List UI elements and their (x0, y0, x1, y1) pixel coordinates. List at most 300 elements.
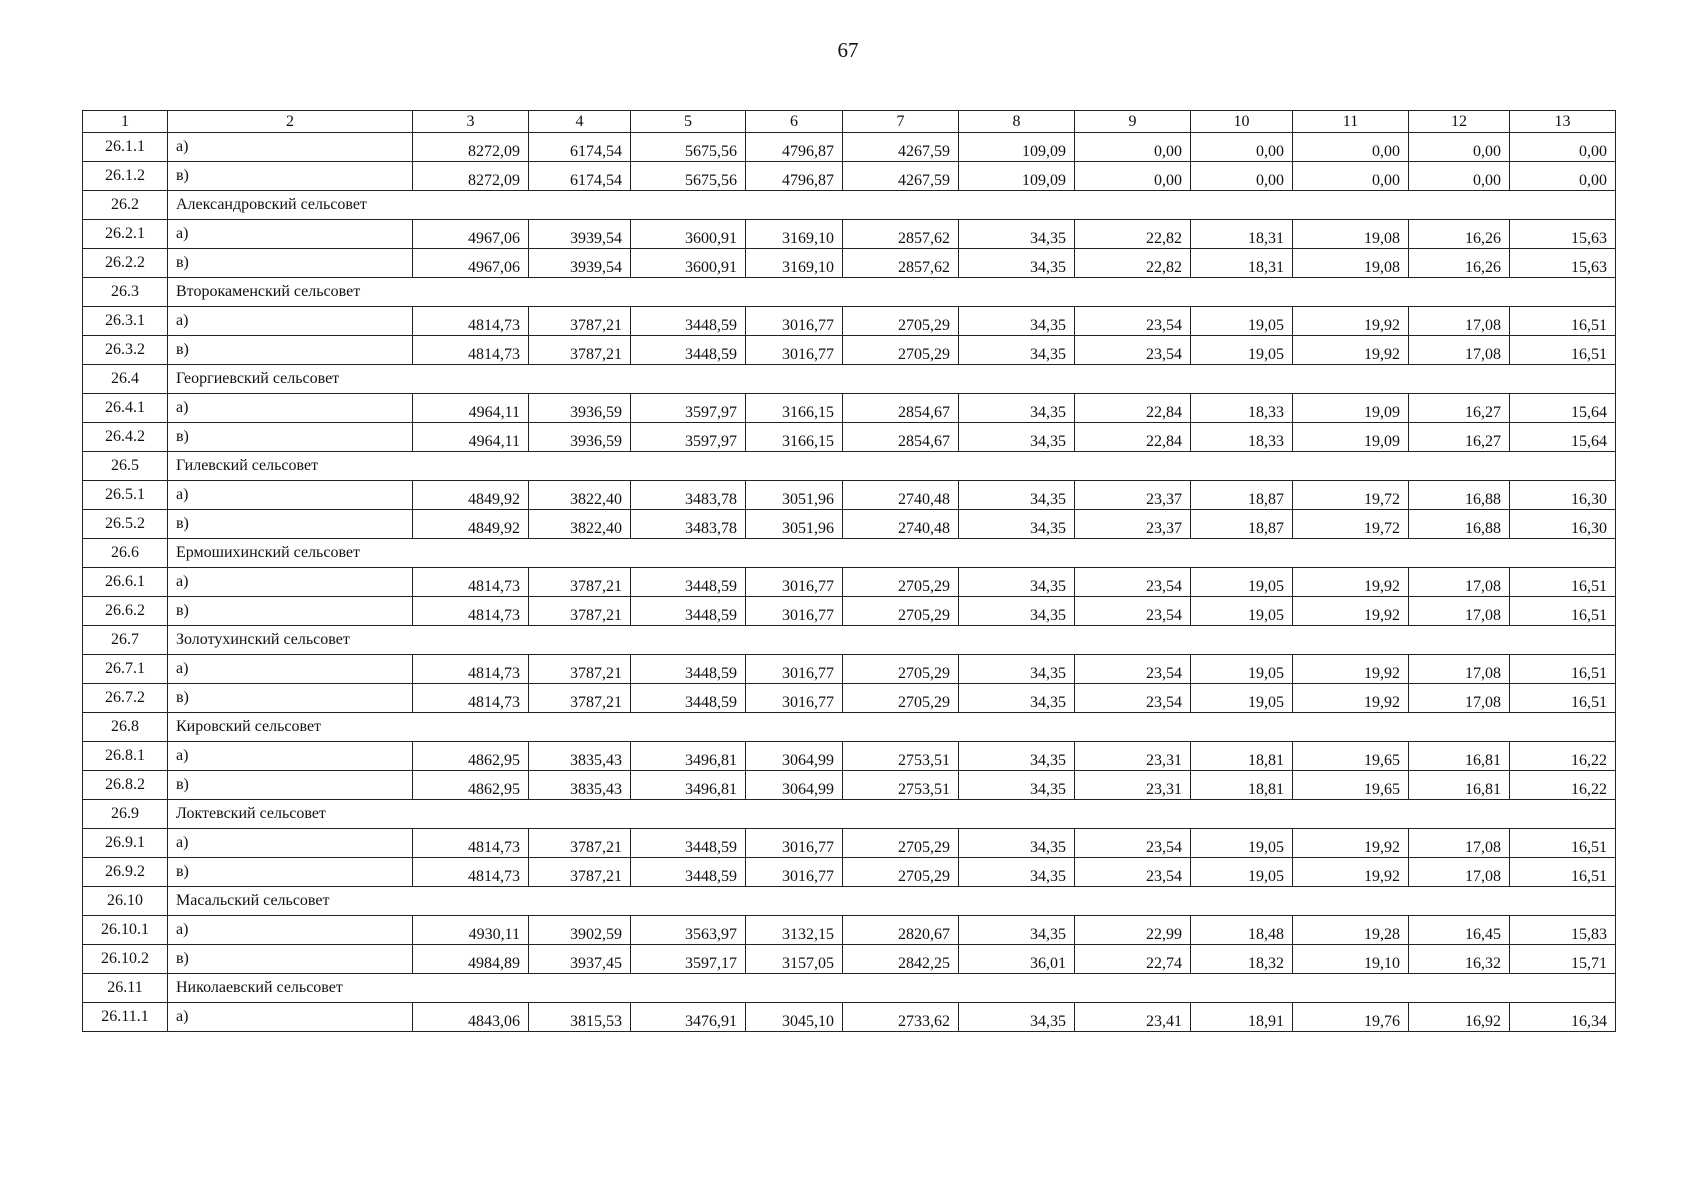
table-row (83, 568, 1616, 597)
value-cell-col-9: 23,31 (1075, 771, 1191, 800)
value-cell-col-12: 0,00 (1409, 162, 1510, 191)
value-cell-col-8: 34,35 (959, 1003, 1075, 1032)
table-row (83, 742, 1616, 771)
row-label: а) (168, 307, 413, 336)
value-cell-col-3: 4814,73 (413, 597, 529, 626)
value-cell-col-7: 2854,67 (843, 394, 959, 423)
column-header-5: 5 (631, 111, 746, 133)
value-cell-col-12: 17,08 (1409, 597, 1510, 626)
value-cell-col-5: 3448,59 (631, 858, 746, 887)
row-label: в) (168, 510, 413, 539)
table-row (83, 655, 1616, 684)
value-cell-col-5: 3597,97 (631, 423, 746, 452)
value-cell-col-12: 16,32 (1409, 945, 1510, 974)
table-row (83, 771, 1616, 800)
value-cell-col-6: 3016,77 (746, 336, 843, 365)
table-row (83, 162, 1616, 191)
row-label: в) (168, 162, 413, 191)
value-cell-col-12: 16,81 (1409, 742, 1510, 771)
value-cell-col-3: 4930,11 (413, 916, 529, 945)
value-cell-col-11: 0,00 (1293, 162, 1409, 191)
section-title: Александровский сельсовет (168, 191, 1616, 220)
value-cell-col-5: 3496,81 (631, 742, 746, 771)
value-cell-col-8: 34,35 (959, 742, 1075, 771)
value-cell-col-6: 3166,15 (746, 423, 843, 452)
column-header-3: 3 (413, 111, 529, 133)
value-cell-col-12: 16,45 (1409, 916, 1510, 945)
value-cell-col-8: 34,35 (959, 916, 1075, 945)
value-cell-col-10: 18,81 (1191, 771, 1293, 800)
value-cell-col-8: 34,35 (959, 655, 1075, 684)
value-cell-col-13: 15,83 (1510, 916, 1616, 945)
section-title: Локтевский сельсовет (168, 800, 1616, 829)
column-header-1: 1 (83, 111, 168, 133)
row-code: 26.5.1 (83, 481, 168, 510)
value-cell-col-11: 19,76 (1293, 1003, 1409, 1032)
row-code: 26.10.1 (83, 916, 168, 945)
row-label: в) (168, 858, 413, 887)
row-code: 26.9.1 (83, 829, 168, 858)
value-cell-col-6: 3016,77 (746, 307, 843, 336)
row-code: 26.8 (83, 713, 168, 742)
value-cell-col-10: 18,33 (1191, 394, 1293, 423)
row-label: а) (168, 220, 413, 249)
value-cell-col-3: 4967,06 (413, 220, 529, 249)
value-cell-col-11: 19,08 (1293, 249, 1409, 278)
table-row (83, 249, 1616, 278)
row-code: 26.1.2 (83, 162, 168, 191)
value-cell-col-13: 15,64 (1510, 394, 1616, 423)
value-cell-col-12: 17,08 (1409, 655, 1510, 684)
value-cell-col-10: 18,32 (1191, 945, 1293, 974)
value-cell-col-6: 3016,77 (746, 597, 843, 626)
value-cell-col-4: 3936,59 (529, 423, 631, 452)
table-row (83, 1003, 1616, 1032)
value-cell-col-4: 3815,53 (529, 1003, 631, 1032)
value-cell-col-5: 3597,17 (631, 945, 746, 974)
row-code: 26.4 (83, 365, 168, 394)
value-cell-col-13: 16,51 (1510, 568, 1616, 597)
section-title: Николаевский сельсовет (168, 974, 1616, 1003)
value-cell-col-10: 19,05 (1191, 597, 1293, 626)
value-cell-col-11: 0,00 (1293, 133, 1409, 162)
value-cell-col-6: 3166,15 (746, 394, 843, 423)
value-cell-col-7: 2820,67 (843, 916, 959, 945)
table-row (83, 133, 1616, 162)
value-cell-col-3: 4849,92 (413, 481, 529, 510)
value-cell-col-8: 34,35 (959, 597, 1075, 626)
value-cell-col-13: 16,51 (1510, 336, 1616, 365)
section-title: Гилевский сельсовет (168, 452, 1616, 481)
value-cell-col-5: 5675,56 (631, 162, 746, 191)
row-label: в) (168, 597, 413, 626)
value-cell-col-9: 22,99 (1075, 916, 1191, 945)
column-header-6: 6 (746, 111, 843, 133)
value-cell-col-13: 0,00 (1510, 133, 1616, 162)
table-row (83, 423, 1616, 452)
value-cell-col-9: 0,00 (1075, 133, 1191, 162)
value-cell-col-6: 3045,10 (746, 1003, 843, 1032)
table-row (83, 481, 1616, 510)
value-cell-col-10: 18,81 (1191, 742, 1293, 771)
value-cell-col-7: 2842,25 (843, 945, 959, 974)
row-code: 26.9 (83, 800, 168, 829)
row-code: 26.6.2 (83, 597, 168, 626)
section-row (83, 539, 1616, 568)
row-code: 26.9.2 (83, 858, 168, 887)
column-header-11: 11 (1293, 111, 1409, 133)
value-cell-col-10: 18,91 (1191, 1003, 1293, 1032)
row-code: 26.6.1 (83, 568, 168, 597)
value-cell-col-6: 3157,05 (746, 945, 843, 974)
value-cell-col-7: 2705,29 (843, 307, 959, 336)
value-cell-col-8: 36,01 (959, 945, 1075, 974)
value-cell-col-13: 16,30 (1510, 481, 1616, 510)
table-row (83, 945, 1616, 974)
row-label: в) (168, 249, 413, 278)
value-cell-col-7: 2857,62 (843, 249, 959, 278)
row-label: а) (168, 742, 413, 771)
section-row (83, 452, 1616, 481)
value-cell-col-10: 19,05 (1191, 829, 1293, 858)
table-row (83, 597, 1616, 626)
value-cell-col-10: 19,05 (1191, 858, 1293, 887)
value-cell-col-6: 3064,99 (746, 742, 843, 771)
value-cell-col-9: 23,54 (1075, 655, 1191, 684)
value-cell-col-6: 3016,77 (746, 858, 843, 887)
row-code: 26.11 (83, 974, 168, 1003)
value-cell-col-6: 4796,87 (746, 162, 843, 191)
row-label: в) (168, 771, 413, 800)
value-cell-col-3: 4814,73 (413, 829, 529, 858)
value-cell-col-9: 23,41 (1075, 1003, 1191, 1032)
value-cell-col-4: 3936,59 (529, 394, 631, 423)
value-cell-col-10: 19,05 (1191, 684, 1293, 713)
table-row (83, 916, 1616, 945)
row-code: 26.5 (83, 452, 168, 481)
value-cell-col-13: 15,64 (1510, 423, 1616, 452)
row-code: 26.8.2 (83, 771, 168, 800)
value-cell-col-9: 22,84 (1075, 423, 1191, 452)
table-row (83, 829, 1616, 858)
page-number: 67 (837, 38, 859, 62)
section-row (83, 713, 1616, 742)
value-cell-col-8: 34,35 (959, 829, 1075, 858)
value-cell-col-11: 19,09 (1293, 423, 1409, 452)
value-cell-col-3: 4814,73 (413, 307, 529, 336)
value-cell-col-8: 34,35 (959, 858, 1075, 887)
value-cell-col-10: 18,31 (1191, 249, 1293, 278)
value-cell-col-4: 3787,21 (529, 597, 631, 626)
value-cell-col-13: 16,51 (1510, 858, 1616, 887)
value-cell-col-4: 3787,21 (529, 655, 631, 684)
value-cell-col-3: 4964,11 (413, 394, 529, 423)
value-cell-col-5: 3448,59 (631, 336, 746, 365)
row-label: а) (168, 655, 413, 684)
value-cell-col-7: 4267,59 (843, 162, 959, 191)
value-cell-col-11: 19,92 (1293, 307, 1409, 336)
column-header-8: 8 (959, 111, 1075, 133)
row-label: а) (168, 1003, 413, 1032)
column-header-9: 9 (1075, 111, 1191, 133)
value-cell-col-7: 2733,62 (843, 1003, 959, 1032)
value-cell-col-6: 3051,96 (746, 481, 843, 510)
value-cell-col-7: 2857,62 (843, 220, 959, 249)
header-row (83, 111, 1616, 133)
section-title: Масальский сельсовет (168, 887, 1616, 916)
value-cell-col-13: 16,51 (1510, 829, 1616, 858)
value-cell-col-11: 19,92 (1293, 655, 1409, 684)
value-cell-col-7: 4267,59 (843, 133, 959, 162)
value-cell-col-10: 18,31 (1191, 220, 1293, 249)
value-cell-col-11: 19,92 (1293, 568, 1409, 597)
row-code: 26.4.1 (83, 394, 168, 423)
column-header-12: 12 (1409, 111, 1510, 133)
value-cell-col-5: 3448,59 (631, 597, 746, 626)
value-cell-col-9: 23,54 (1075, 568, 1191, 597)
row-code: 26.5.2 (83, 510, 168, 539)
value-cell-col-9: 23,54 (1075, 307, 1191, 336)
value-cell-col-7: 2705,29 (843, 858, 959, 887)
value-cell-col-11: 19,92 (1293, 684, 1409, 713)
table-header (83, 111, 1616, 133)
value-cell-col-5: 3448,59 (631, 307, 746, 336)
section-title: Ермошихинский сельсовет (168, 539, 1616, 568)
value-cell-col-3: 4967,06 (413, 249, 529, 278)
table-row (83, 220, 1616, 249)
section-row (83, 974, 1616, 1003)
value-cell-col-8: 34,35 (959, 307, 1075, 336)
value-cell-col-3: 8272,09 (413, 133, 529, 162)
value-cell-col-10: 19,05 (1191, 568, 1293, 597)
value-cell-col-6: 3016,77 (746, 829, 843, 858)
column-header-10: 10 (1191, 111, 1293, 133)
value-cell-col-9: 23,54 (1075, 829, 1191, 858)
row-label: а) (168, 916, 413, 945)
table-row (83, 307, 1616, 336)
value-cell-col-3: 4849,92 (413, 510, 529, 539)
value-cell-col-3: 4814,73 (413, 655, 529, 684)
value-cell-col-6: 3064,99 (746, 771, 843, 800)
value-cell-col-9: 22,82 (1075, 220, 1191, 249)
value-cell-col-12: 16,26 (1409, 220, 1510, 249)
value-cell-col-13: 16,30 (1510, 510, 1616, 539)
value-cell-col-10: 18,33 (1191, 423, 1293, 452)
value-cell-col-12: 17,08 (1409, 336, 1510, 365)
value-cell-col-7: 2854,67 (843, 423, 959, 452)
value-cell-col-12: 16,92 (1409, 1003, 1510, 1032)
value-cell-col-13: 0,00 (1510, 162, 1616, 191)
value-cell-col-5: 3563,97 (631, 916, 746, 945)
value-cell-col-9: 23,54 (1075, 858, 1191, 887)
value-cell-col-12: 16,88 (1409, 481, 1510, 510)
row-code: 26.2 (83, 191, 168, 220)
value-cell-col-7: 2705,29 (843, 336, 959, 365)
value-cell-col-8: 34,35 (959, 684, 1075, 713)
value-cell-col-4: 3835,43 (529, 771, 631, 800)
value-cell-col-3: 4843,06 (413, 1003, 529, 1032)
value-cell-col-7: 2705,29 (843, 829, 959, 858)
value-cell-col-11: 19,92 (1293, 858, 1409, 887)
value-cell-col-13: 15,63 (1510, 220, 1616, 249)
value-cell-col-8: 109,09 (959, 162, 1075, 191)
column-header-7: 7 (843, 111, 959, 133)
section-row (83, 365, 1616, 394)
value-cell-col-12: 16,26 (1409, 249, 1510, 278)
row-code: 26.11.1 (83, 1003, 168, 1032)
section-title: Кировский сельсовет (168, 713, 1616, 742)
value-cell-col-3: 4814,73 (413, 684, 529, 713)
value-cell-col-9: 0,00 (1075, 162, 1191, 191)
row-label: в) (168, 684, 413, 713)
value-cell-col-9: 22,84 (1075, 394, 1191, 423)
row-code: 26.3 (83, 278, 168, 307)
value-cell-col-5: 3597,97 (631, 394, 746, 423)
row-code: 26.6 (83, 539, 168, 568)
value-cell-col-13: 16,51 (1510, 307, 1616, 336)
value-cell-col-10: 0,00 (1191, 133, 1293, 162)
row-code: 26.8.1 (83, 742, 168, 771)
value-cell-col-5: 3600,91 (631, 249, 746, 278)
table-row (83, 394, 1616, 423)
value-cell-col-9: 23,37 (1075, 510, 1191, 539)
value-cell-col-4: 3939,54 (529, 220, 631, 249)
table-row (83, 336, 1616, 365)
value-cell-col-3: 4814,73 (413, 568, 529, 597)
value-cell-col-13: 15,71 (1510, 945, 1616, 974)
value-cell-col-13: 15,63 (1510, 249, 1616, 278)
value-cell-col-4: 3902,59 (529, 916, 631, 945)
value-cell-col-9: 23,37 (1075, 481, 1191, 510)
value-cell-col-5: 3448,59 (631, 829, 746, 858)
value-cell-col-6: 3169,10 (746, 220, 843, 249)
value-cell-col-3: 4984,89 (413, 945, 529, 974)
value-cell-col-13: 16,51 (1510, 597, 1616, 626)
row-code: 26.2.1 (83, 220, 168, 249)
value-cell-col-13: 16,34 (1510, 1003, 1616, 1032)
value-cell-col-7: 2705,29 (843, 655, 959, 684)
row-label: а) (168, 829, 413, 858)
value-cell-col-13: 16,22 (1510, 771, 1616, 800)
value-cell-col-7: 2740,48 (843, 481, 959, 510)
value-cell-col-11: 19,92 (1293, 829, 1409, 858)
row-code: 26.2.2 (83, 249, 168, 278)
value-cell-col-11: 19,65 (1293, 771, 1409, 800)
value-cell-col-11: 19,10 (1293, 945, 1409, 974)
value-cell-col-11: 19,72 (1293, 481, 1409, 510)
tariff-table (82, 110, 1616, 1032)
value-cell-col-9: 23,31 (1075, 742, 1191, 771)
row-code: 26.1.1 (83, 133, 168, 162)
value-cell-col-5: 3483,78 (631, 481, 746, 510)
value-cell-col-12: 17,08 (1409, 829, 1510, 858)
row-code: 26.3.2 (83, 336, 168, 365)
value-cell-col-6: 3016,77 (746, 568, 843, 597)
value-cell-col-10: 0,00 (1191, 162, 1293, 191)
value-cell-col-4: 6174,54 (529, 162, 631, 191)
section-row (83, 626, 1616, 655)
value-cell-col-4: 3939,54 (529, 249, 631, 278)
value-cell-col-6: 3169,10 (746, 249, 843, 278)
row-label: а) (168, 133, 413, 162)
value-cell-col-9: 23,54 (1075, 336, 1191, 365)
table-row (83, 684, 1616, 713)
value-cell-col-4: 3787,21 (529, 858, 631, 887)
value-cell-col-7: 2705,29 (843, 568, 959, 597)
value-cell-col-8: 34,35 (959, 220, 1075, 249)
value-cell-col-4: 3787,21 (529, 336, 631, 365)
value-cell-col-11: 19,09 (1293, 394, 1409, 423)
row-label: в) (168, 336, 413, 365)
value-cell-col-11: 19,72 (1293, 510, 1409, 539)
value-cell-col-6: 4796,87 (746, 133, 843, 162)
value-cell-col-5: 3476,91 (631, 1003, 746, 1032)
row-label: в) (168, 945, 413, 974)
value-cell-col-8: 34,35 (959, 771, 1075, 800)
value-cell-col-3: 8272,09 (413, 162, 529, 191)
value-cell-col-3: 4814,73 (413, 336, 529, 365)
value-cell-col-4: 3787,21 (529, 684, 631, 713)
value-cell-col-11: 19,28 (1293, 916, 1409, 945)
value-cell-col-11: 19,65 (1293, 742, 1409, 771)
value-cell-col-11: 19,92 (1293, 597, 1409, 626)
section-title: Золотухинский сельсовет (168, 626, 1616, 655)
value-cell-col-5: 3496,81 (631, 771, 746, 800)
value-cell-col-10: 19,05 (1191, 655, 1293, 684)
value-cell-col-12: 16,27 (1409, 423, 1510, 452)
row-label: а) (168, 394, 413, 423)
section-row (83, 278, 1616, 307)
row-code: 26.4.2 (83, 423, 168, 452)
value-cell-col-7: 2753,51 (843, 742, 959, 771)
column-header-2: 2 (168, 111, 413, 133)
value-cell-col-12: 0,00 (1409, 133, 1510, 162)
value-cell-col-9: 22,74 (1075, 945, 1191, 974)
value-cell-col-13: 16,51 (1510, 684, 1616, 713)
section-row (83, 800, 1616, 829)
value-cell-col-12: 16,88 (1409, 510, 1510, 539)
row-code: 26.3.1 (83, 307, 168, 336)
value-cell-col-5: 3483,78 (631, 510, 746, 539)
value-cell-col-4: 3787,21 (529, 568, 631, 597)
value-cell-col-7: 2753,51 (843, 771, 959, 800)
value-cell-col-13: 16,51 (1510, 655, 1616, 684)
value-cell-col-8: 34,35 (959, 481, 1075, 510)
table-body (83, 133, 1616, 1032)
value-cell-col-6: 3016,77 (746, 655, 843, 684)
value-cell-col-7: 2705,29 (843, 684, 959, 713)
value-cell-col-8: 34,35 (959, 510, 1075, 539)
value-cell-col-6: 3132,15 (746, 916, 843, 945)
value-cell-col-11: 19,92 (1293, 336, 1409, 365)
value-cell-col-10: 19,05 (1191, 307, 1293, 336)
value-cell-col-3: 4814,73 (413, 858, 529, 887)
row-label: а) (168, 481, 413, 510)
value-cell-col-10: 18,48 (1191, 916, 1293, 945)
value-cell-col-8: 34,35 (959, 394, 1075, 423)
value-cell-col-10: 19,05 (1191, 336, 1293, 365)
value-cell-col-8: 34,35 (959, 336, 1075, 365)
value-cell-col-4: 3787,21 (529, 307, 631, 336)
value-cell-col-7: 2705,29 (843, 597, 959, 626)
section-title: Георгиевский сельсовет (168, 365, 1616, 394)
value-cell-col-6: 3051,96 (746, 510, 843, 539)
value-cell-col-8: 34,35 (959, 568, 1075, 597)
value-cell-col-12: 16,81 (1409, 771, 1510, 800)
row-code: 26.7.1 (83, 655, 168, 684)
value-cell-col-9: 22,82 (1075, 249, 1191, 278)
value-cell-col-3: 4964,11 (413, 423, 529, 452)
